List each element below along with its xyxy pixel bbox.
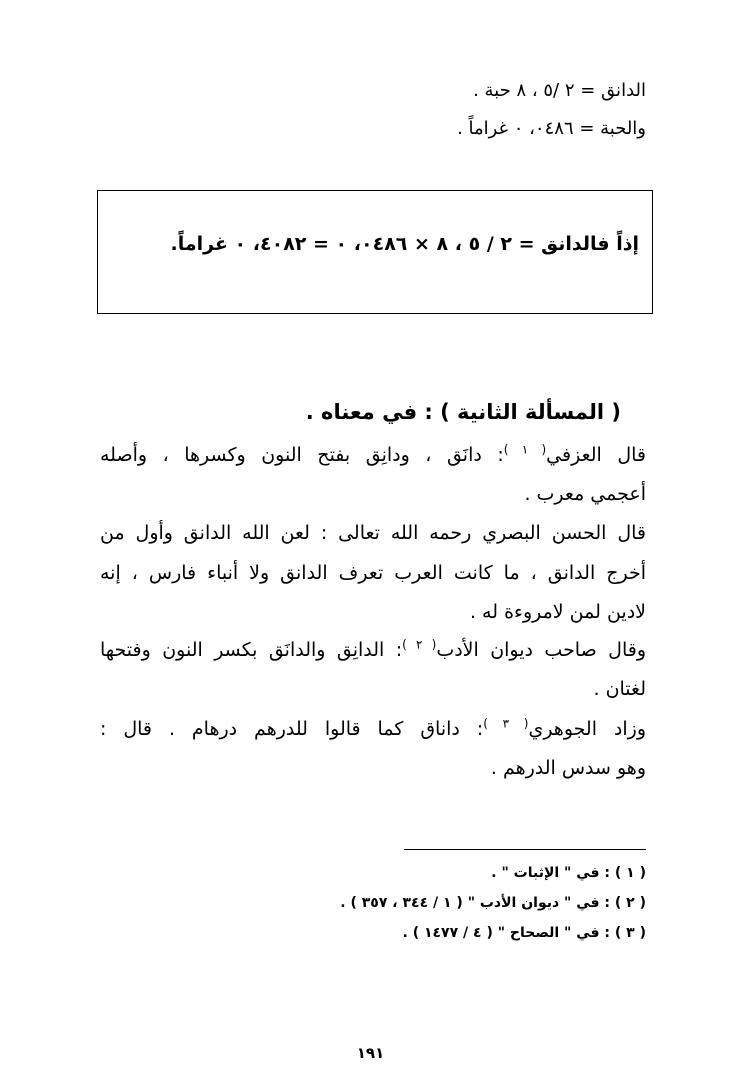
footnote-separator [404, 849, 646, 850]
paragraph-line: لادين لمن لامروءة له . [469, 601, 646, 623]
footnote-3: ( ٣ ) : في " الصحاح " ( ٤ / ١٤٧٧ ) . [402, 925, 646, 941]
footnote-2: ( ٢ ) : في " ديوان الأدب " ( ١ / ٣٤٤ ، ٣٥٧ ) . [340, 895, 646, 911]
intro-line-dirham-grains: الدانق = ٢ /٥ ، ٨ حبة . [473, 80, 646, 101]
paragraph-line: قال العزفي$^{( ١ )}$: دانَق ، ودانِق بفتح النون وكسرها ، وأصله [100, 442, 647, 466]
page-number: ١٩١ [356, 1044, 385, 1062]
section-heading: ( المسألة الثانية ) : في معناه . [305, 400, 621, 424]
paragraph-line: وزاد الجوهري$^{( ٣ )}$: داناق كما قالوا للدرهم درهام . قال : [100, 716, 646, 740]
paragraph-line: أعجمي معرب . [524, 483, 646, 505]
intro-line-grain-grams: والحبة = ٠٤٨٦، ٠ غراماً . [457, 118, 646, 139]
paragraph-line: وقال صاحب ديوان الأدب$^{( ٢ )}$: الدانِق والدانَق بكسر النون وفتحها [100, 637, 646, 661]
paragraph-line: قال الحسن البصري رحمه الله تعالى : لعن الله الدانق وأول من [100, 522, 646, 544]
footnote-ref[interactable]: ( ١ ) [503, 442, 547, 457]
result-box-text: إذاً فالدانق = ٢ / ٥ ، ٨ × ٠٤٨٦، ٠ = ٤٠٨٢، ٠ غراماً. [170, 233, 639, 255]
footnote-1: ( ١ ) : في " الإثبات " . [491, 865, 646, 881]
paragraph-line: أخرج الدانق ، ما كانت العرب تعرف الدانق ولا أنباء فارس ، إنه [100, 562, 646, 584]
footnote-ref[interactable]: ( ٣ ) [483, 716, 529, 731]
footnote-ref[interactable]: ( ٢ ) [402, 637, 437, 652]
paragraph-line: وهو سدس الدرهم . [490, 757, 646, 779]
paragraph-line: لغتان . [593, 678, 646, 700]
result-box [97, 190, 653, 314]
